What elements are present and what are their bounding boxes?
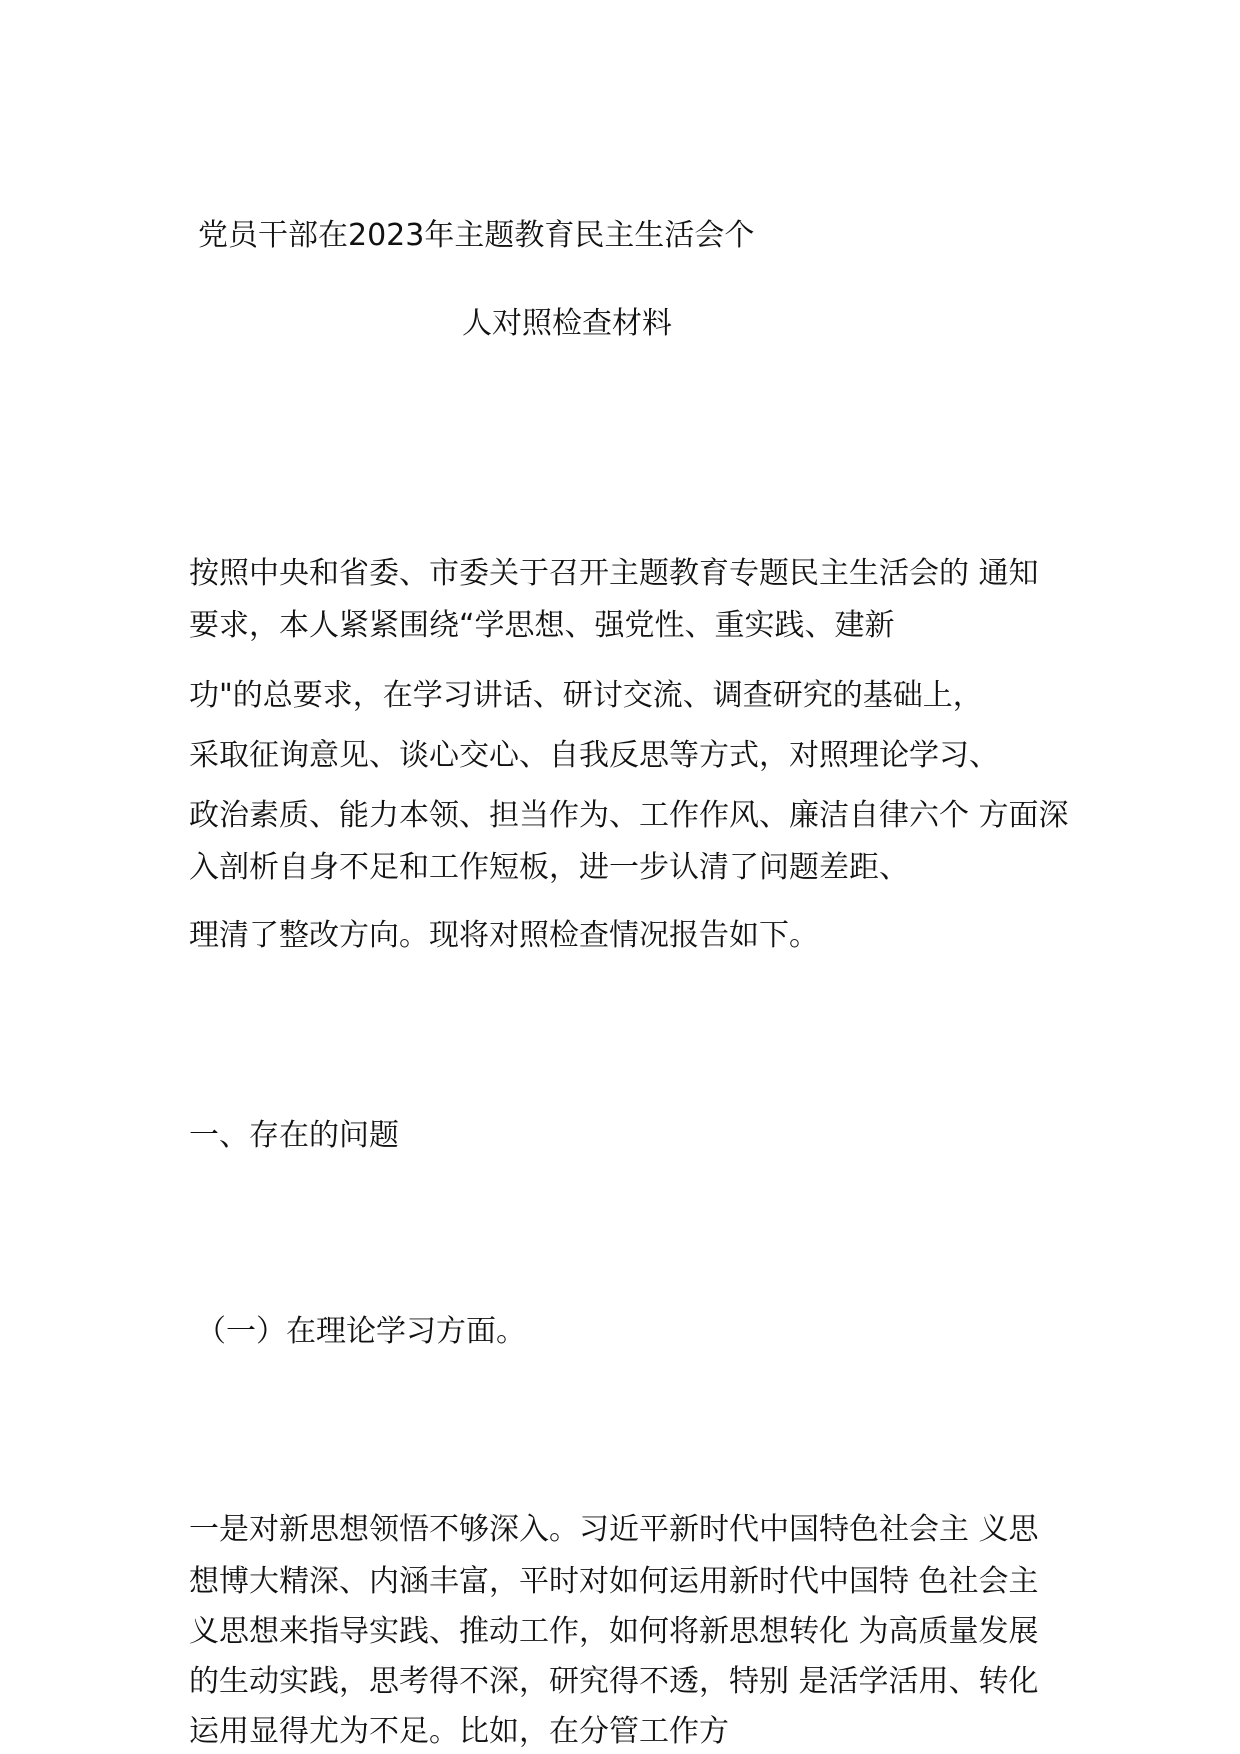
- body-line: 一是对新思想领悟不够深入。习近平新时代中国特色社会主 义思: [189, 1512, 1039, 1547]
- intro-line: 按照中央和省委、市委关于召开主题教育专题民主生活会的 通知: [189, 556, 1039, 591]
- body-line: 运用显得尤为不足。比如，在分管工作方: [189, 1714, 729, 1749]
- intro-line: 理清了整改方向。现将对照检查情况报告如下。: [189, 918, 819, 953]
- body-line: 想博大精深、内涵丰富，平时对如何运用新时代中国特 色社会主: [189, 1564, 1039, 1599]
- body-line: 的生动实践，思考得不深，研究得不透，特别 是活学活用、转化: [189, 1664, 1039, 1699]
- document-title-line-1: 党员干部在2023年主题教育民主生活会个: [198, 218, 755, 253]
- document-title-line-2: 人对照检查材料: [462, 306, 672, 341]
- subsection-heading: （一）在理论学习方面。: [196, 1314, 526, 1349]
- intro-line: 采取征询意见、谈心交心、自我反思等方式，对照理论学习、: [189, 738, 999, 773]
- intro-line: 入剖析自身不足和工作短板，进一步认清了问题差距、: [189, 850, 909, 885]
- intro-line: 政治素质、能力本领、担当作为、工作作风、廉洁自律六个 方面深: [189, 798, 1069, 833]
- body-line: 义思想来指导实践、推动工作，如何将新思想转化 为高质量发展: [189, 1614, 1039, 1649]
- intro-line: 要求，本人紧紧围绕“学思想、强党性、重实践、建新: [189, 608, 895, 643]
- intro-line: 功"的总要求，在学习讲话、研讨交流、调查研究的基础上，: [189, 678, 983, 713]
- section-heading: 一、存在的问题: [189, 1118, 399, 1153]
